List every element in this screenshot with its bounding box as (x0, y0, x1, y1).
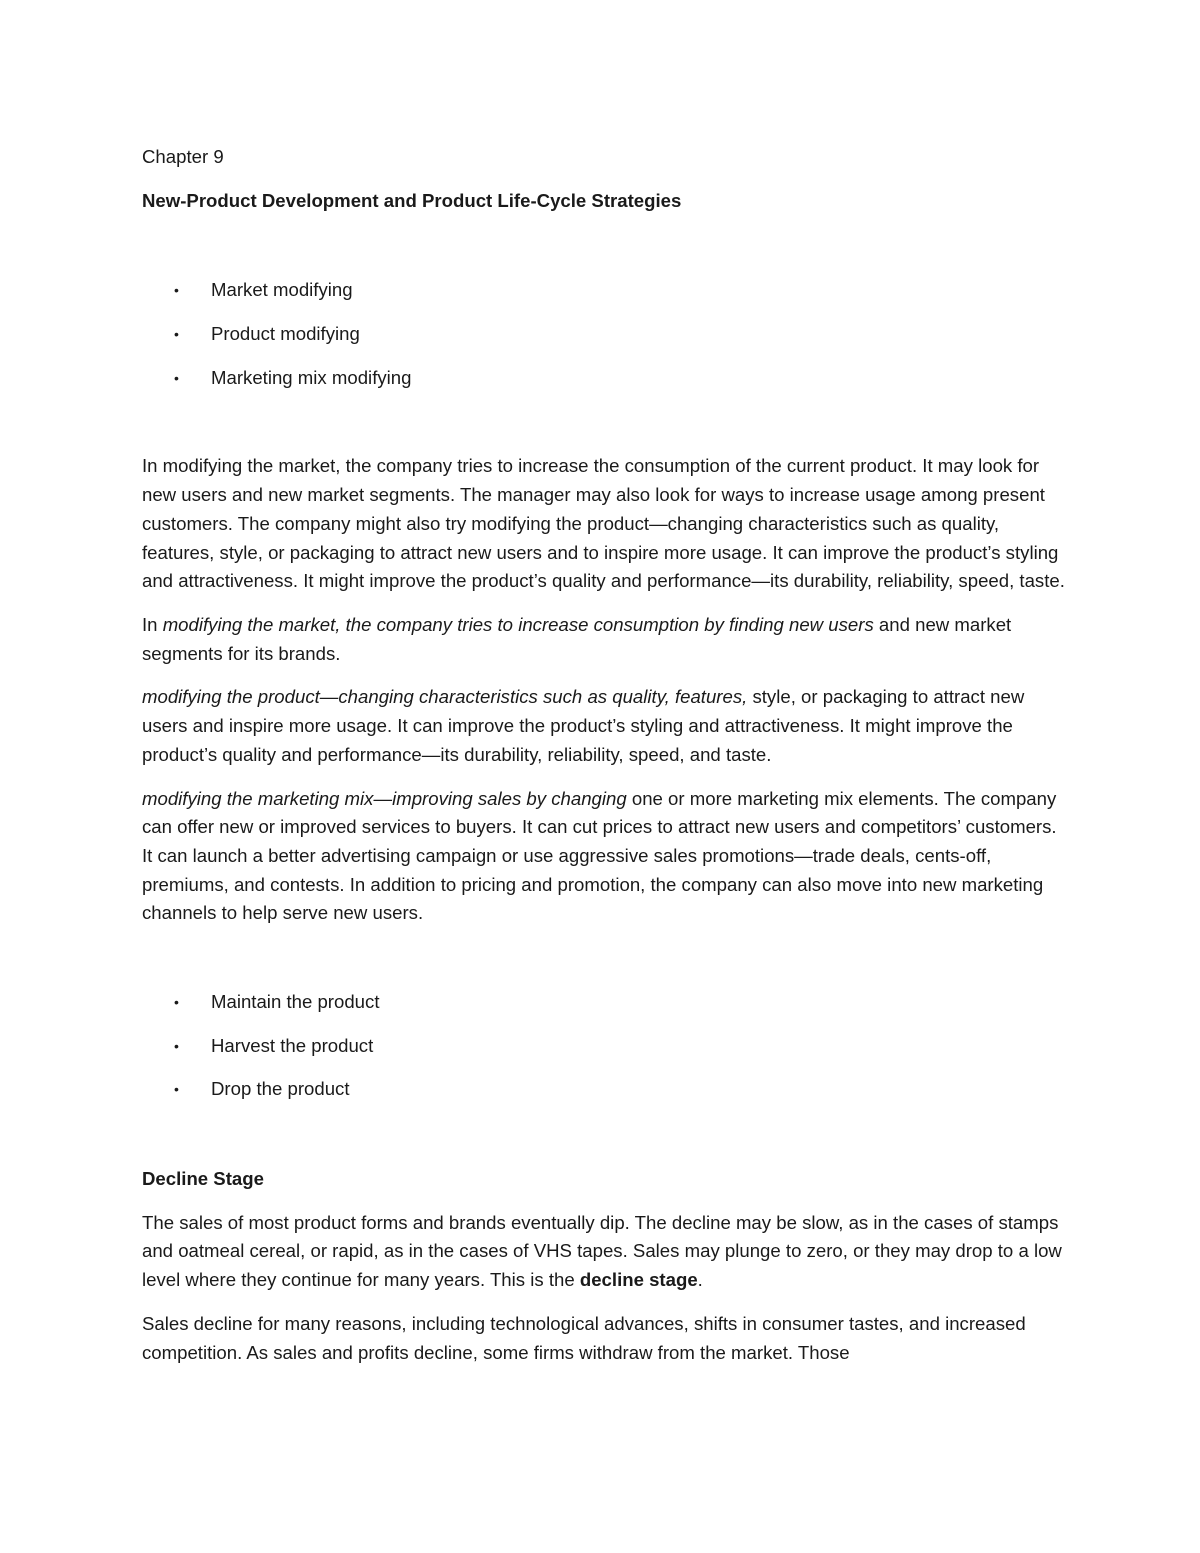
document-body (142, 143, 1067, 1367)
list-item-text: Market modifying (211, 279, 353, 301)
bullet-icon: • (174, 369, 179, 386)
paragraph-bold-text: decline stage (579, 1269, 698, 1291)
decline-strategies-list (142, 988, 1067, 1104)
list-item-text: Marketing mix modifying (211, 366, 412, 388)
bullet-icon: • (174, 1081, 179, 1098)
paragraph (142, 611, 1067, 668)
paragraph: In modifying the market, the company tries to increase the consumption of the current product. It may look for new users and new market segments. The manager may also look for ways to increase usage among present customers. The company might also try modifying the product—changing characteristics such as quality, features, style, or packaging to attract new users and to inspire more usage. It can improve the product’s styling and attractiveness. It might improve the product’s quality and performance—its durability, reliability, speed, taste. (142, 455, 1065, 592)
paragraph-italic-text: modifying the market, the company tries to increase consumption by finding new users (162, 613, 874, 635)
list-item-text: Product modifying (211, 323, 360, 345)
paragraph (142, 1209, 1067, 1295)
chapter-title: New-Product Development and Product Life-Cycle Strategies (142, 189, 682, 211)
paragraph-text: and new market segments for its brands. (142, 613, 1012, 664)
bullet-icon: • (174, 282, 179, 299)
bullet-icon: • (174, 326, 179, 343)
chapter-label: Chapter 9 (142, 146, 224, 167)
list-item (142, 320, 1067, 349)
list-item (142, 364, 1067, 393)
paragraph-text: one or more marketing mix elements. The company can offer new or improved services to buyers. It can cut prices to attract new users and competitors’ customers. It can launch a better advertising campaign or use aggressive sales promotions—trade deals, cents-off, premiums, and contests. In addition to pricing and promotion, the company can also move into new marketing channels to help serve new users. (142, 787, 1057, 924)
list-item-text: Maintain the product (211, 991, 380, 1013)
paragraph-italic-text: modifying the product—changing characteristics such as quality, features, (142, 686, 748, 708)
list-item (142, 988, 1067, 1017)
section-heading: Decline Stage (142, 1168, 264, 1190)
modification-strategies-list (142, 276, 1067, 392)
bullet-icon: • (174, 1037, 179, 1054)
paragraph-text: In (142, 613, 163, 635)
paragraph-text: . (697, 1269, 703, 1291)
modification-paragraphs (142, 452, 1067, 928)
list-item-text: Drop the product (211, 1078, 350, 1100)
decline-paragraphs (142, 1209, 1067, 1368)
list-item (142, 1032, 1067, 1061)
bullet-icon: • (174, 994, 179, 1011)
paragraph (142, 785, 1067, 929)
list-item (142, 276, 1067, 305)
list-item (142, 1075, 1067, 1104)
paragraph-text: style, or packaging to attract new users and inspire more usage. It can improve the product’s styling and attractiveness. It might improve the product’s quality and performance—its durability, reliability, speed, and taste. (142, 686, 1025, 765)
paragraph-text: The sales of most product forms and brands eventually dip. The decline may be slow, as in the cases of stamps and oatmeal cereal, or rapid, as in the cases of VHS tapes. Sales may plunge to zero, or they may drop to a low level where they continue for many years. This is the (142, 1211, 1062, 1291)
paragraph-italic-text: modifying the marketing mix—improving sales by changing (142, 787, 627, 809)
list-item-text: Harvest the product (211, 1034, 374, 1056)
paragraph: Sales decline for many reasons, including technological advances, shifts in consumer tastes, and increased competition. As sales and profits decline, some firms withdraw from the market. Those (142, 1312, 1026, 1363)
paragraph (142, 683, 1067, 769)
